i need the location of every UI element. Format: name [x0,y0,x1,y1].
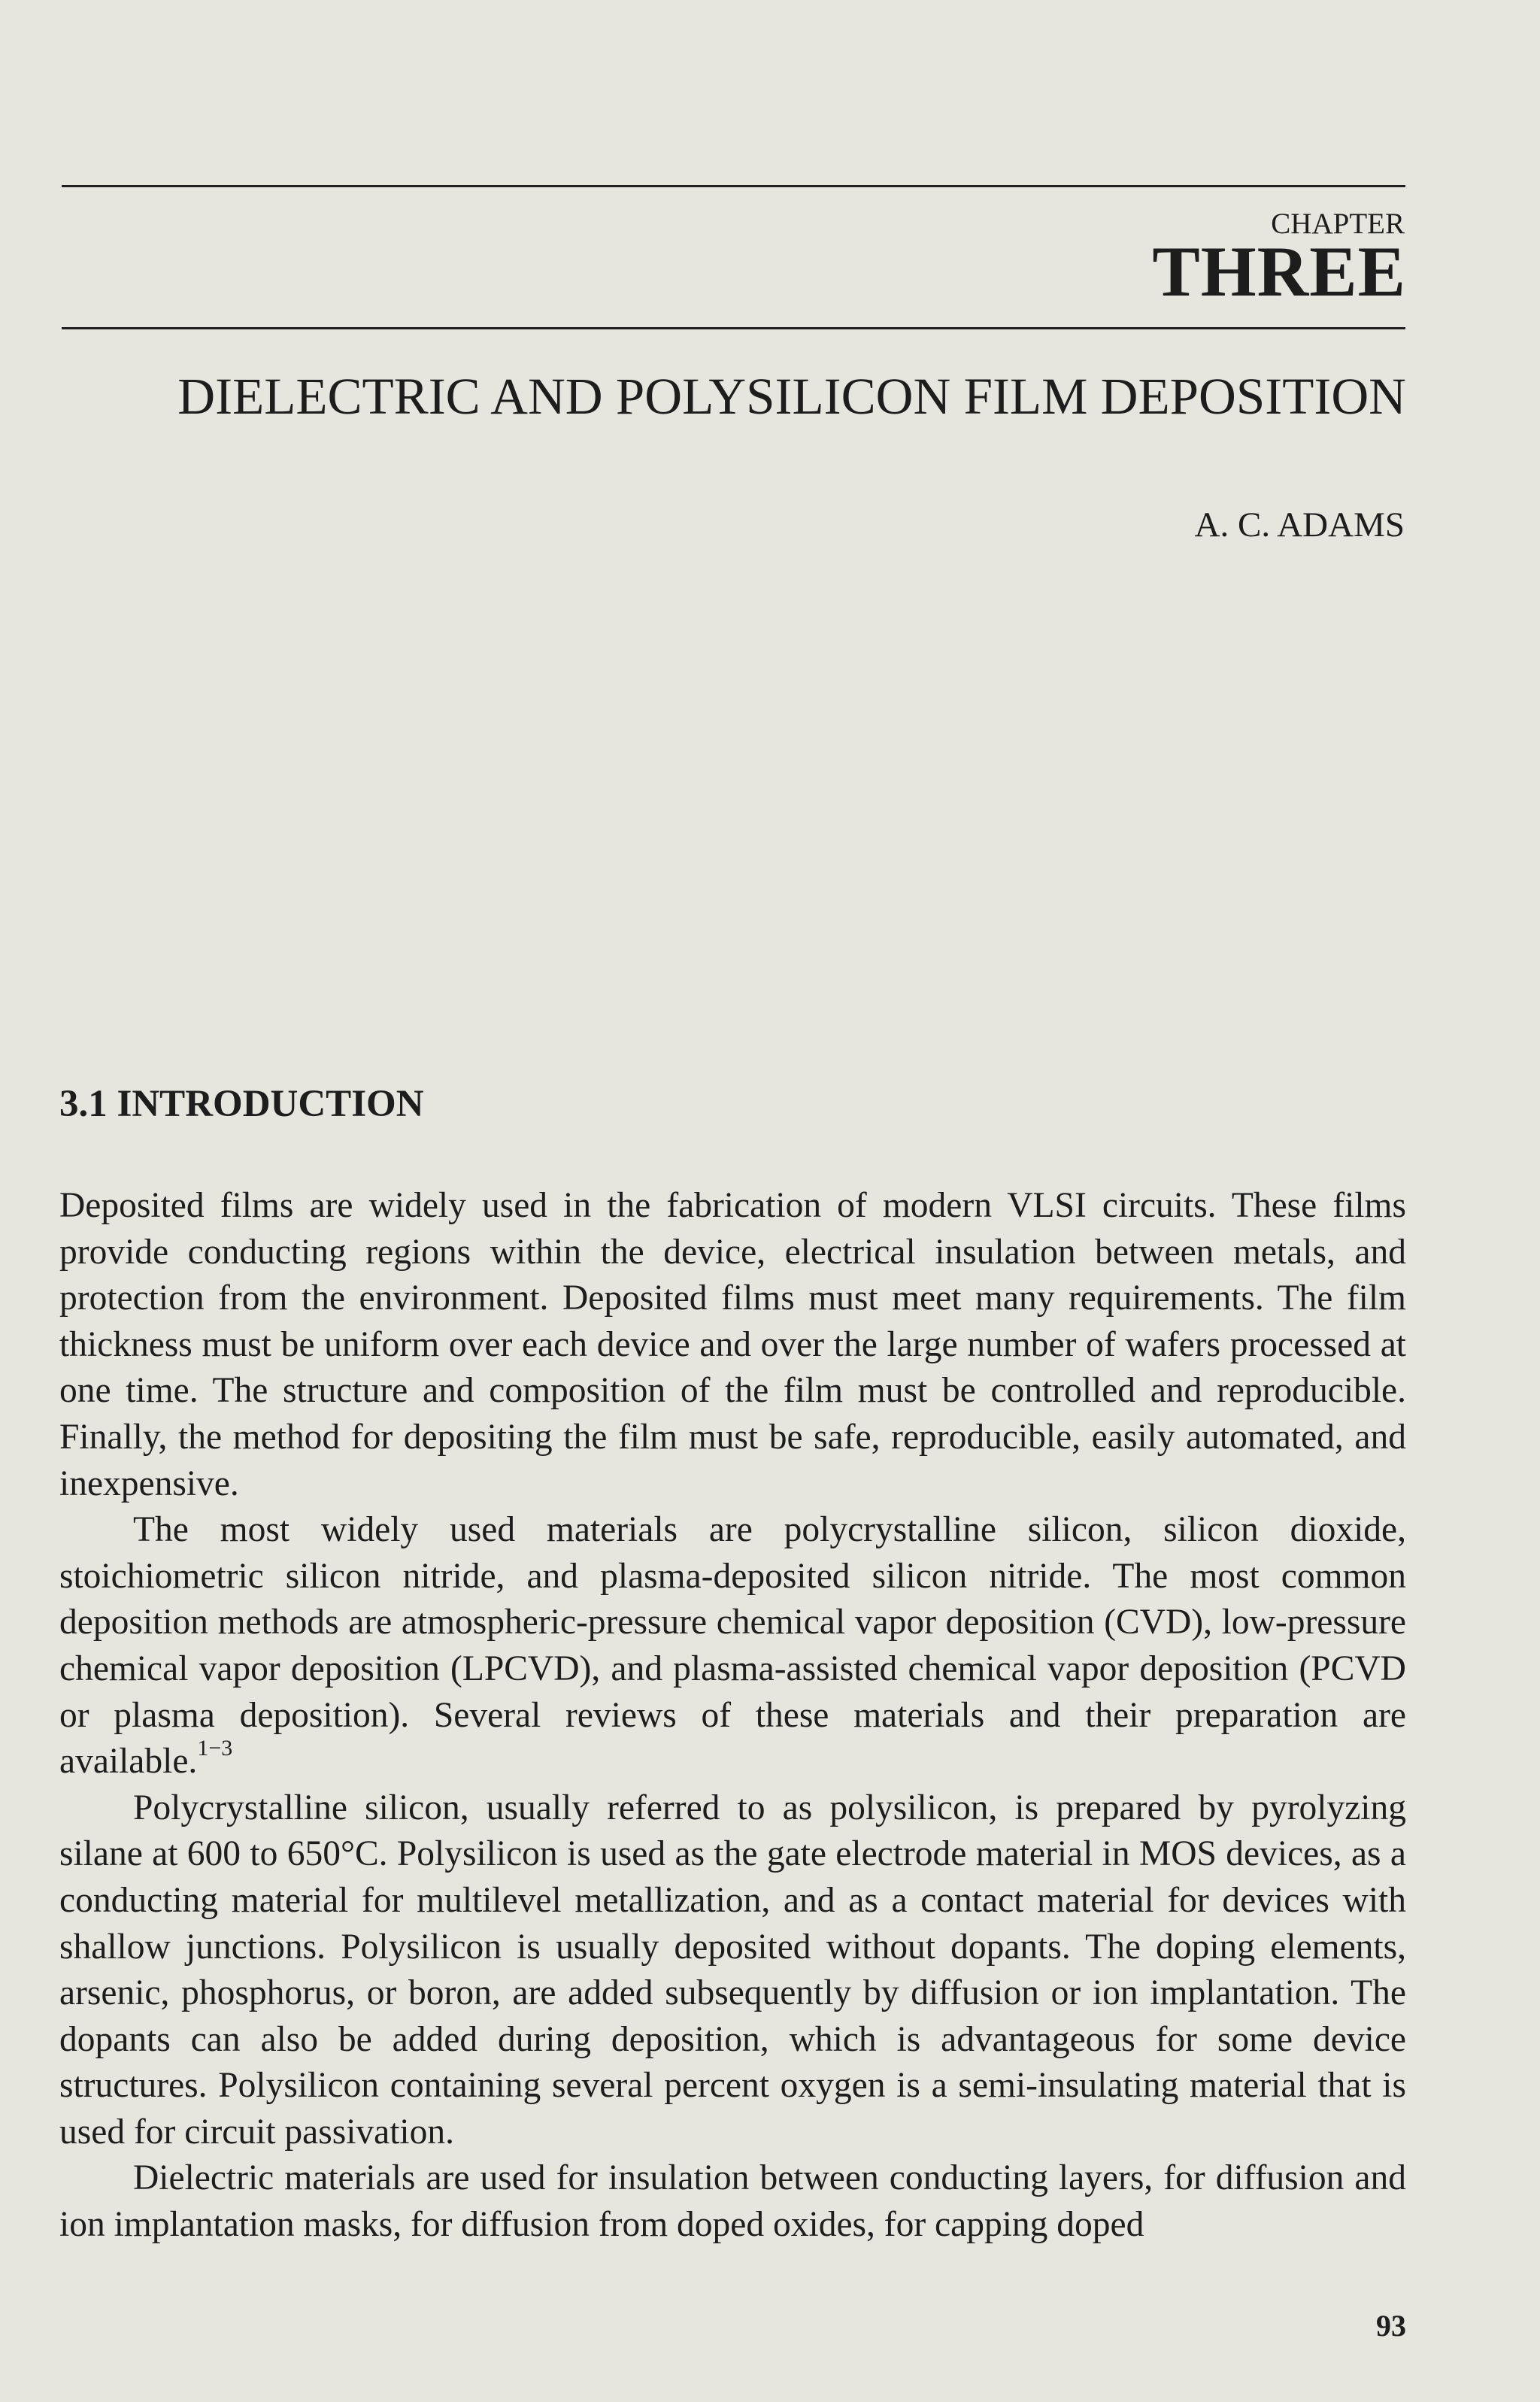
author: A. C. ADAMS [1194,505,1405,544]
paragraph [59,1183,1406,1507]
paragraph [59,1507,1406,1785]
reference-superscript: 1−3 [197,1736,233,1761]
body-text [59,1183,1406,2249]
section-heading: 3.1 INTRODUCTION [59,1083,424,1125]
paragraph-text: Deposited films are widely used in the fabrication of modern VLSI circuits. These films provide conducting regions within the device, electrical insulation between metals, and protection from the environment. Deposited films must meet many requirements. The film thickness must be uniform over each device and over the large number of wafers processed at one time. The structure and composition of the film must be controlled and reproducible. Finally, the method for depositing the film must be safe, reproducible, easily automated, and inexpensive. [59,1186,1406,1503]
page-number: 93 [1376,2309,1406,2343]
paragraph-text: The most widely used materials are polycrystalline silicon, silicon dioxide, stoichiometric silicon nitride, and plasma-deposited silicon nitride. The most common deposition methods are atmospheric-pressure chemical vapor deposition (CVD), low-pressure chemical vapor deposition (LPCVD), and plasma-assisted chemical vapor deposition (PCVD or plasma deposition). Several reviews of these materials and their preparation are available. [59,1510,1406,1782]
bottom-rule [62,327,1405,329]
paragraph [59,1785,1406,2156]
chapter-title: DIELECTRIC AND POLYSILICON FILM DEPOSITION [177,368,1406,425]
paragraph-text: Dielectric materials are used for insulation between conducting layers, for diffusion and ion implantation masks, for diffusion from doped oxides, for capping doped [59,2158,1406,2245]
top-rule [62,185,1405,187]
chapter-number: THREE [1152,232,1406,311]
paragraph-text: Polycrystalline silicon, usually referred to as polysilicon, is prepared by pyrolyzing silane at 600 to 650°C. Polysilicon is used as the gate electrode material in MOS devices, as a conducting material for multilevel metallization, and as a contact material for devices with shallow junctions. Polysilicon is usually deposited without dopants. The doping elements, arsenic, phosphorus, or boron, are added subsequently by diffusion or ion implantation. The dopants can also be added during deposition, which is advantageous for some device structures. Polysilicon containing several percent oxygen is a semi-insulating material that is used for circuit passivation. [59,1788,1406,2152]
chapter-label: CHAPTER [1271,208,1405,240]
paragraph [59,2155,1406,2248]
